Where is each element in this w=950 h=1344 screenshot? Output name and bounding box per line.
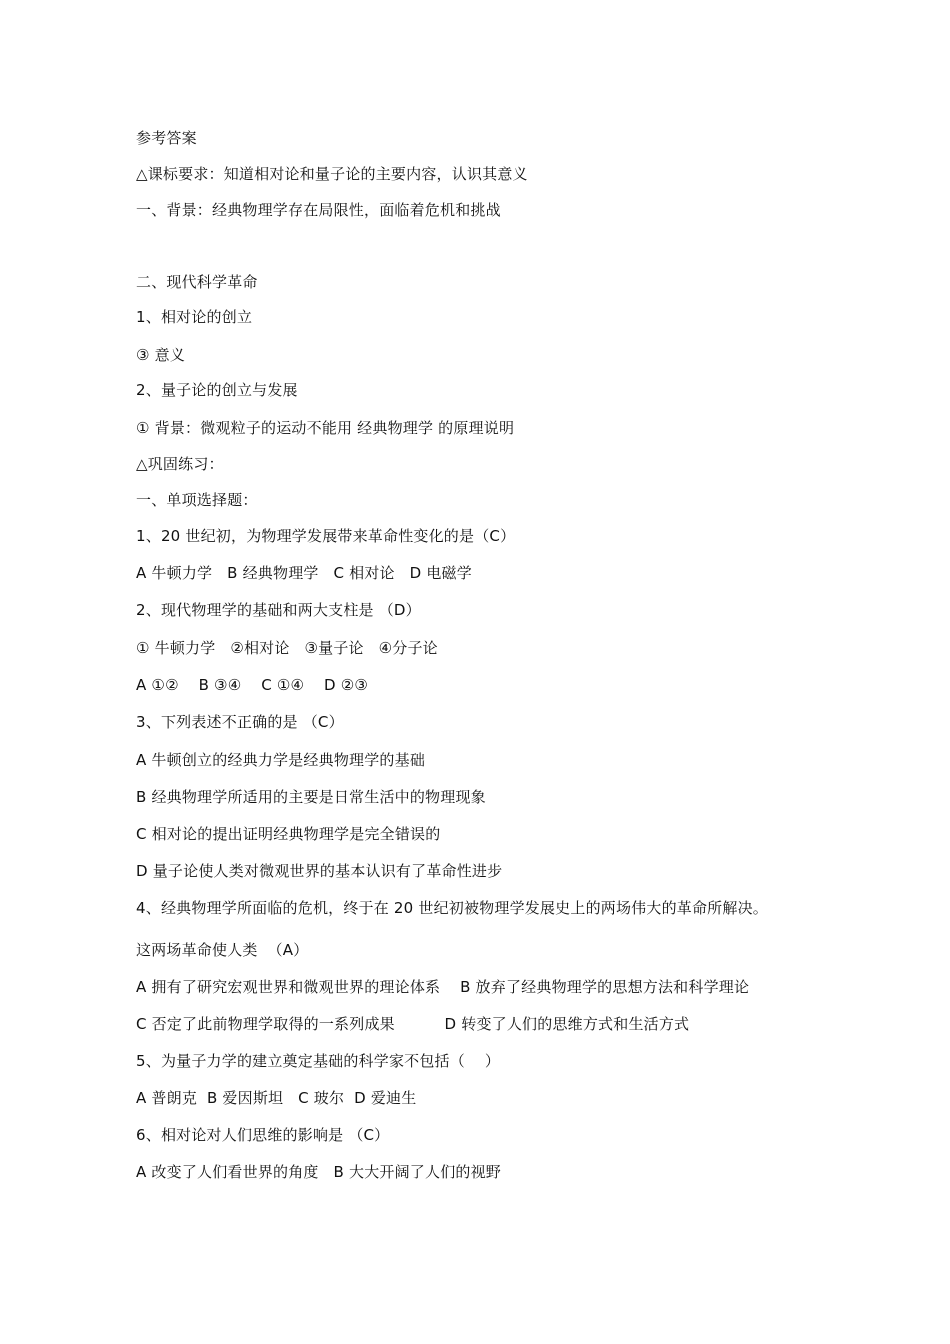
practice-heading: △巩固练习： (136, 455, 224, 473)
question-2-options: A ①② B ③④ C ①④ D ②③ (136, 676, 369, 694)
question-4-options-cd: C 否定了此前物理学取得的一系列成果 D 转变了人们的思维方式和生活方式 (136, 1015, 690, 1033)
curriculum-requirement: △课标要求：知道相对论和量子论的主要内容，认识其意义 (136, 165, 528, 183)
question-3-option-d: D 量子论使人类对微观世界的基本认识有了革命性进步 (136, 862, 503, 880)
question-3-option-a: A 牛顿创立的经典力学是经典物理学的基础 (136, 751, 426, 769)
question-1-options: A 牛顿力学 B 经典物理学 C 相对论 D 电磁学 (136, 564, 472, 582)
item-significance: ③ 意义 (136, 346, 186, 364)
question-2-items: ① 牛顿力学 ②相对论 ③量子论 ④分子论 (136, 639, 438, 657)
answer-heading: 参考答案 (136, 129, 197, 147)
section-modern-revolution: 二、现代科学革命 (136, 273, 258, 291)
item-relativity: 1、相对论的创立 (136, 308, 253, 326)
question-3-option-c: C 相对论的提出证明经典物理学是完全错误的 (136, 825, 441, 843)
item-quantum: 2、量子论的创立与发展 (136, 381, 298, 399)
single-choice-heading: 一、单项选择题： (136, 491, 258, 509)
question-4-continued: 这两场革命使人类 （A） (136, 941, 309, 959)
question-2: 2、现代物理学的基础和两大支柱是 （D） (136, 601, 421, 619)
question-5-options: A 普朗克 B 爱因斯坦 C 玻尔 D 爱迪生 (136, 1089, 417, 1107)
question-6-options: A 改变了人们看世界的角度 B 大大开阔了人们的视野 (136, 1163, 501, 1181)
question-3: 3、下列表述不正确的是 （C） (136, 713, 344, 731)
question-1: 1、20 世纪初，为物理学发展带来革命性变化的是（C） (136, 527, 516, 545)
question-4-options-ab: A 拥有了研究宏观世界和微观世界的理论体系 B 放弃了经典物理学的思想方法和科学理论 (136, 978, 750, 996)
question-3-option-b: B 经典物理学所适用的主要是日常生活中的物理现象 (136, 788, 486, 806)
item-quantum-background: ① 背景：微观粒子的运动不能用 经典物理学 的原理说明 (136, 419, 515, 437)
question-5: 5、为量子力学的建立奠定基础的科学家不包括（ ） (136, 1052, 501, 1070)
section-background: 一、背景：经典物理学存在局限性，面临着危机和挑战 (136, 201, 501, 219)
question-6: 6、相对论对人们思维的影响是 （C） (136, 1126, 390, 1144)
question-4: 4、经典物理学所面临的危机，终于在 20 世纪初被物理学发展史上的两场伟大的革命所解决。 (136, 899, 768, 917)
